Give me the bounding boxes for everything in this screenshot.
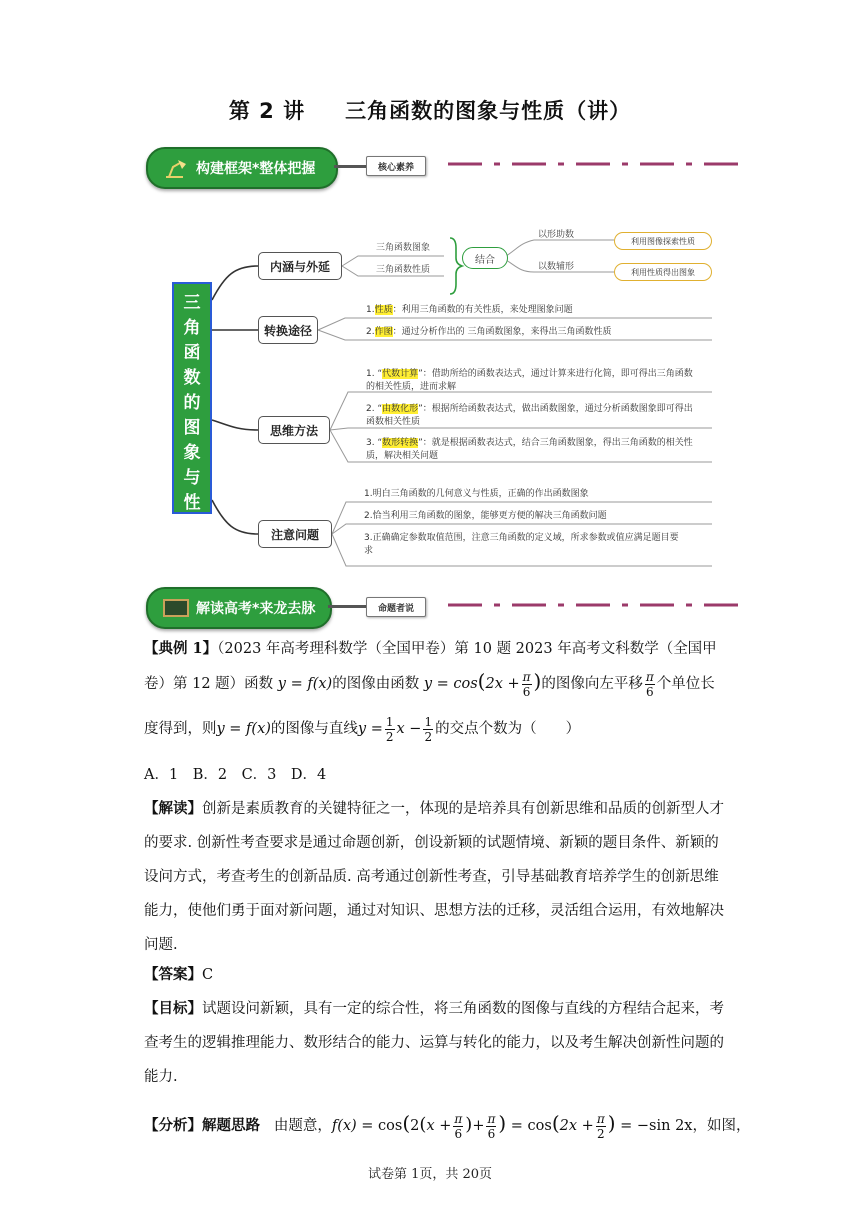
answer-value: C — [202, 967, 214, 983]
example-text: 的图像与直线 — [270, 721, 358, 737]
highlight-keyword: 数形转换 — [382, 438, 419, 448]
numerator: π — [522, 669, 531, 684]
branch-shape-aids-number: 以形助数 — [538, 230, 575, 240]
node-thinking: 思维方法 — [258, 416, 330, 444]
denominator: 6 — [522, 684, 531, 699]
section-banner-exam — [146, 587, 332, 629]
denominator: 6 — [454, 1126, 463, 1141]
branch-number-aids-shape: 以数辅形 — [538, 262, 575, 272]
thinking-item-2 — [366, 403, 696, 429]
analysis-lead: 由题意， — [273, 1118, 332, 1134]
conversion-item-1 — [366, 304, 712, 317]
combine-node: 结合 — [462, 247, 508, 269]
item-number: 2. — [366, 327, 375, 337]
fraction-pi-2 — [596, 1112, 606, 1141]
target-paragraph — [144, 992, 724, 1094]
proposer-tag: 命题者说 — [366, 597, 426, 617]
math-inner: 2x + — [559, 1118, 594, 1134]
leaf-property: 三角函数性质 — [376, 265, 431, 275]
banner-connector — [328, 605, 368, 608]
root-char: 三 — [183, 293, 201, 313]
math-inner: 2x + — [485, 676, 520, 692]
interpretation-text: 创新是素质教育的关键特征之一，体现的是培养具有创新思维和品质的创新型人才的要求. 创新性考查要求是通过命题创新，创设新颖的试题情境、新颖的题目条件、新颖的设问方式，考查考生的创新品质. 高考通过创新性考查，引导基础教育培养学生的创新思维能力，使他们勇于面对新问题，通过对知识、思想方法的迁移，灵活组合运用，有效地解决问题. — [144, 801, 724, 953]
blackboard-icon — [162, 597, 190, 619]
numerator: π — [596, 1111, 605, 1126]
notes-item-3: 3.正确确定参数取值范围，注意三角函数的定义域，所求参数或值应满足题目要求 — [364, 533, 679, 556]
numerator: π — [645, 669, 654, 684]
example-text: 度得到，则 — [144, 721, 217, 737]
example-options: A．1 B．2 C．3 D．4 — [144, 767, 327, 783]
node-conversion: 转换途径 — [258, 316, 318, 344]
decorative-dash-line — [448, 601, 738, 609]
root-char: 角 — [183, 318, 201, 338]
example-line-1 — [144, 632, 724, 666]
example-text: 的图像向左平移 — [541, 676, 643, 692]
thinking-item-3 — [366, 437, 696, 463]
lecture-number: 第 2 讲 — [228, 99, 306, 123]
item-text: ：通过分析作出的 三角函数图象，来得出三角函数性质 — [392, 327, 612, 337]
analysis-label: 【分析】 — [144, 1117, 202, 1134]
item-number: 1. — [366, 305, 375, 315]
answer-label: 【答案】 — [144, 966, 202, 983]
section-banner-label: 构建框架*整体把握 — [196, 161, 316, 177]
example-line-2: 卷）第 12 题）函数 y = f(x)的图像由函数 y = cos(2x + $\frac{\pi}{6}$ )的图像向左平移 $\frac{\pi}{6}$ 个单位长 — [144, 669, 715, 699]
conversion-item-2 — [366, 326, 712, 339]
math-x-minus: x − — [396, 721, 422, 737]
leaf-graph: 三角函数图象 — [376, 243, 431, 253]
interpretation-label: 【解读】 — [144, 800, 202, 817]
denominator: 6 — [487, 1126, 496, 1141]
highlight-keyword: 作图 — [374, 327, 393, 337]
root-char: 图 — [183, 418, 201, 438]
example-text: 的交点个数为（ ） — [435, 721, 581, 737]
math-fx: y = f(x) — [216, 721, 271, 737]
numerator: π — [454, 1111, 463, 1126]
numerator: 1 — [424, 714, 433, 729]
root-char: 质 — [183, 518, 201, 538]
root-char: 象 — [183, 443, 201, 463]
fraction-pi-6 — [486, 1112, 496, 1141]
denominator: 2 — [424, 729, 433, 744]
analysis-rhs: = −sin 2x — [620, 1118, 693, 1134]
denominator: 2 — [596, 1126, 605, 1141]
interpretation-paragraph — [144, 792, 724, 962]
numerator: 1 — [385, 714, 394, 729]
thinking-item-1 — [366, 368, 696, 394]
denominator: 2 — [385, 729, 394, 744]
item-text: ”：就是根据函数表达式，结合三角函数图象，得出三角函数的相关性质，解决相关问题 — [366, 438, 693, 461]
root-char: 数 — [183, 368, 201, 388]
fraction-pi-6 — [453, 1112, 463, 1141]
root-char: 的 — [183, 393, 201, 413]
notes-item-1: 1.明白三角函数的几何意义与性质，正确的作出函数图象 — [364, 489, 589, 499]
highlight-keyword: 性质 — [374, 305, 393, 315]
math-cos: y = cos — [423, 676, 478, 692]
analysis-tail: ，如图， — [692, 1118, 751, 1134]
pill-explore-property: 利用图像探索性质 — [614, 232, 712, 250]
root-char: 与 — [183, 468, 201, 488]
item-text: ”：借助所给的函数表达式，通过计算来进行化简，即可得出三角函数的相关性质，进而求解 — [366, 369, 693, 392]
analysis-line: 【分析】解题思路 由题意，f(x) = cos(2(x + $\frac{\pi}{6}$ )+ $\frac{\pi}{6}$ ) = cos(2x + $\frac{\pi}{2}$ ) = −sin 2x，如图， — [144, 1111, 751, 1141]
item-text: ”：根据所给函数表达式，做出函数图象，通过分析函数图象即可得出函数相关性质 — [366, 404, 693, 427]
pill-derive-graph: 利用性质得出图象 — [614, 263, 712, 281]
analysis-sub: 解题思路 — [202, 1117, 260, 1134]
fraction-1-2 — [385, 715, 395, 744]
highlight-keyword: 代数计算 — [382, 369, 419, 379]
example-text: 个单位长 — [656, 676, 715, 692]
example-source-cont: 卷）第 12 题）函数 — [144, 676, 274, 692]
math-line-y: y = — [357, 721, 383, 737]
example-label: 【典例 1】 — [144, 640, 218, 657]
core-literacy-tag: 核心素养 — [366, 156, 426, 176]
lecture-topic: 三角函数的图象与性质（讲） — [345, 99, 632, 123]
numerator: π — [487, 1111, 496, 1126]
node-connotation: 内涵与外延 — [258, 252, 342, 280]
answer-line — [144, 958, 724, 992]
fraction-pi-6 — [645, 670, 655, 699]
target-text: 试题设问新颖，具有一定的综合性，将三角函数的图像与直线的方程结合起来，考查考生的逻辑推理能力、数形结合的能力、运算与转化的能力，以及考生解决创新性问题的能力. — [144, 1001, 724, 1085]
item-text: ：利用三角函数的有关性质，来处理图象问题 — [392, 305, 573, 315]
fraction-1-2 — [423, 715, 433, 744]
node-notes: 注意问题 — [258, 520, 332, 548]
item-number: 1. “ — [366, 369, 383, 379]
example-line-3 — [144, 712, 724, 746]
example-source: （2023 年高考理科数学（全国甲卷）第 10 题 2023 年高考文科数学（全国甲 — [217, 641, 717, 657]
highlight-keyword: 由数化形 — [382, 404, 419, 414]
denominator: 6 — [645, 684, 654, 699]
root-char: 性 — [183, 493, 201, 513]
mindmap-root — [172, 282, 212, 538]
math-fx: y = f(x) — [277, 676, 333, 692]
math-fx: f(x) — [331, 1118, 357, 1134]
fraction-pi-6 — [522, 670, 532, 699]
root-char: 函 — [183, 343, 201, 363]
page-footer: 试卷第 1页，共 20页 — [367, 1167, 493, 1182]
example-text: 的图像由函数 — [332, 676, 420, 692]
item-number: 3. “ — [366, 438, 383, 448]
item-number: 2. “ — [366, 404, 383, 414]
notes-item-2: 2.恰当利用三角函数的图象，能够更方便的解决三角函数问题 — [364, 511, 607, 521]
target-label: 【目标】 — [144, 1000, 202, 1017]
section-banner-label: 解读高考*来龙去脉 — [196, 601, 316, 617]
